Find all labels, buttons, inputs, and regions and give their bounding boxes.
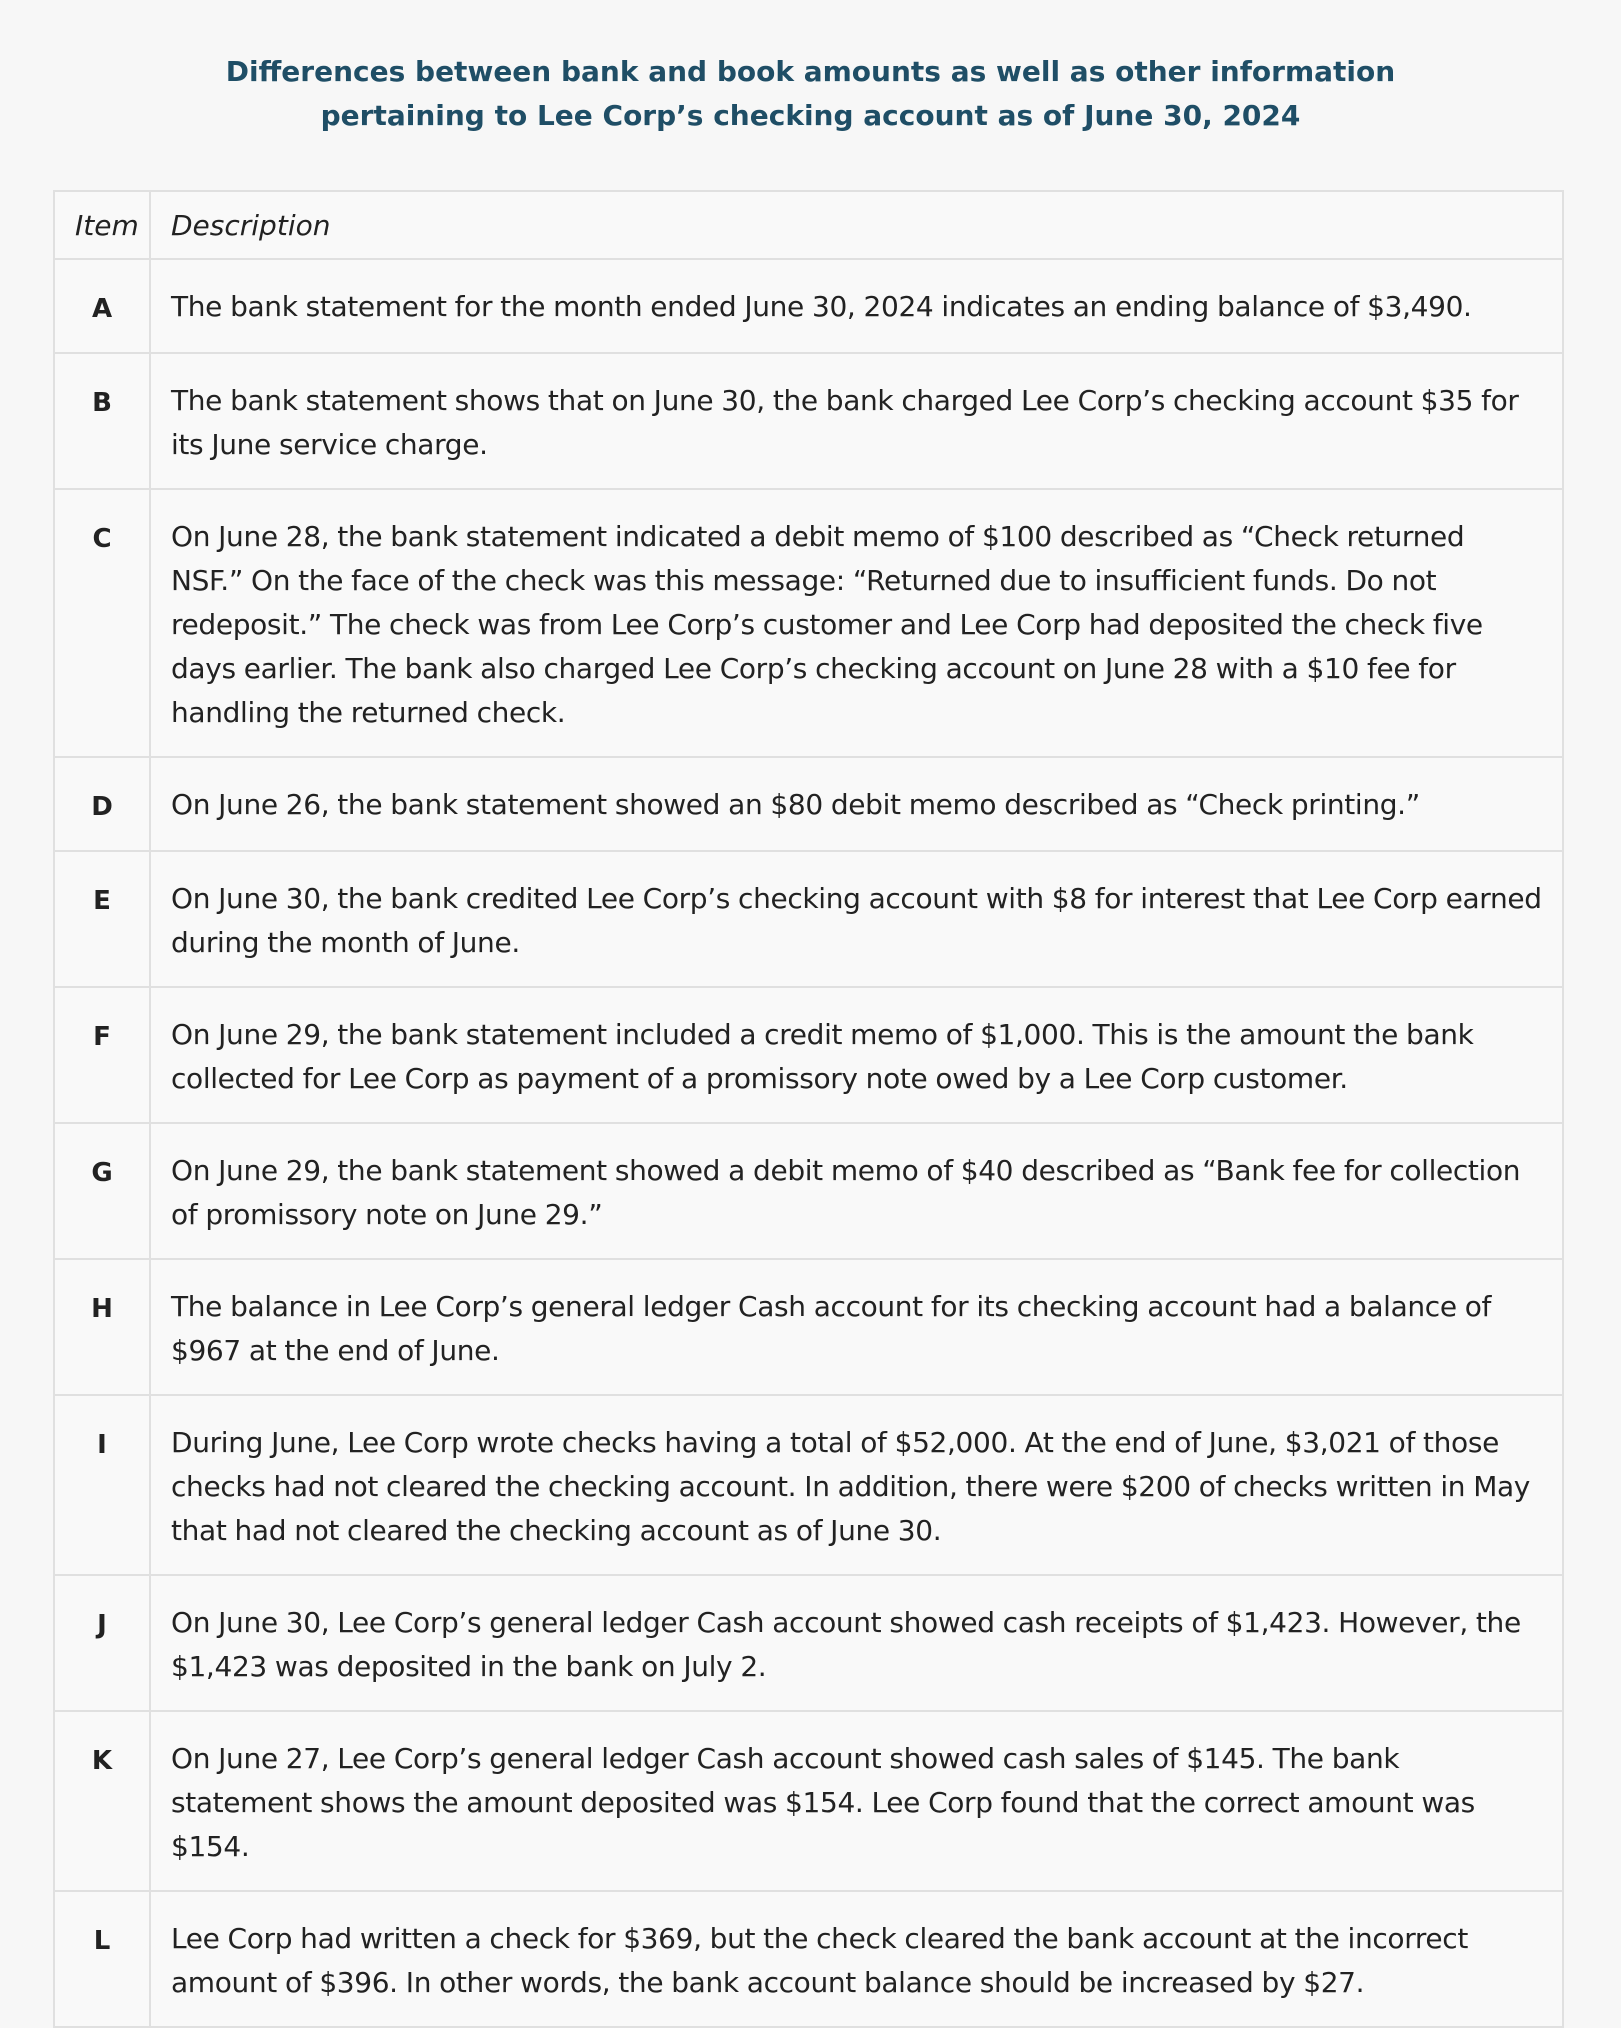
- item-letter: D: [91, 792, 113, 822]
- item-letter: E: [93, 886, 111, 916]
- table-header-row: [54, 191, 1563, 259]
- description-cell: On June 27, Lee Corp’s general ledger Cash account showed cash sales of $145. The bank statement shows the amount deposited was $154. Lee Corp found that the correct amount was $154.: [150, 1711, 1563, 1891]
- item-letter: K: [91, 1746, 113, 1776]
- table-row: [54, 987, 1563, 1123]
- table-row: [54, 489, 1563, 757]
- description-cell: On June 28, the bank statement indicated a debit memo of $100 described as “Check returned NSF.” On the face of the check was this message: “Returned due to insufficient funds. Do not redeposit.” The check was from Lee Corp’s customer and Lee Corp had deposited the check five days earlier. The bank also charged Lee Corp’s checking account on June 28 with a $10 fee for handling the returned check.: [150, 489, 1563, 757]
- item-cell: [54, 1575, 150, 1711]
- item-cell: [54, 851, 150, 987]
- table-row: [54, 851, 1563, 987]
- table-row: [54, 353, 1563, 489]
- description-cell: The bank statement shows that on June 30, the bank charged Lee Corp’s checking account $35 for its June service charge.: [150, 353, 1563, 489]
- description-cell: On June 30, the bank credited Lee Corp’s checking account with $8 for interest that Lee Corp earned during the month of June.: [150, 851, 1563, 987]
- item-letter: I: [97, 1430, 107, 1460]
- description-cell: The balance in Lee Corp’s general ledger Cash account for its checking account had a balance of $967 at the end of June.: [150, 1259, 1563, 1395]
- items-table: [53, 190, 1564, 2028]
- title-line-1: Differences between bank and book amounts as well as other information: [225, 55, 1396, 88]
- item-letter: L: [93, 1926, 111, 1956]
- item-cell: [54, 489, 150, 757]
- item-cell: [54, 259, 150, 353]
- item-letter: G: [91, 1158, 113, 1188]
- item-cell: [54, 1123, 150, 1259]
- table-row: [54, 259, 1563, 353]
- table-body: [54, 259, 1563, 2027]
- table-row: [54, 1259, 1563, 1395]
- table-row: [54, 1395, 1563, 1575]
- description-cell: During June, Lee Corp wrote checks having a total of $52,000. At the end of June, $3,021 of those checks had not cleared the checking account. In addition, there were $200 of checks written in May that had not cleared the checking account as of June 30.: [150, 1395, 1563, 1575]
- item-letter: H: [91, 1294, 113, 1324]
- item-cell: [54, 757, 150, 851]
- item-letter: J: [97, 1610, 107, 1640]
- item-cell: [54, 1259, 150, 1395]
- description-cell: On June 29, the bank statement included a credit memo of $1,000. This is the amount the bank collected for Lee Corp as payment of a promissory note owed by a Lee Corp customer.: [150, 987, 1563, 1123]
- item-cell: [54, 1711, 150, 1891]
- table-row: [54, 1711, 1563, 1891]
- item-cell: [54, 1891, 150, 2027]
- item-letter: B: [92, 388, 112, 418]
- column-header-description: Description: [150, 191, 1563, 259]
- item-letter: F: [93, 1022, 111, 1052]
- table-row: [54, 757, 1563, 851]
- description-cell: Lee Corp had written a check for $369, but the check cleared the bank account at the incorrect amount of $396. In other words, the bank account balance should be increased by $27.: [150, 1891, 1563, 2027]
- item-cell: [54, 353, 150, 489]
- description-cell: The bank statement for the month ended June 30, 2024 indicates an ending balance of $3,490.: [150, 259, 1563, 353]
- column-header-item: Item: [54, 191, 150, 259]
- item-cell: [54, 1395, 150, 1575]
- item-letter: C: [92, 524, 112, 554]
- description-cell: On June 29, the bank statement showed a debit memo of $40 described as “Bank fee for collection of promissory note on June 29.”: [150, 1123, 1563, 1259]
- description-cell: On June 26, the bank statement showed an $80 debit memo described as “Check printing.”: [150, 757, 1563, 851]
- item-cell: [54, 987, 150, 1123]
- table-row: [54, 1891, 1563, 2027]
- item-letter: A: [91, 294, 113, 324]
- table-row: [54, 1575, 1563, 1711]
- description-cell: On June 30, Lee Corp’s general ledger Cash account showed cash receipts of $1,423. However, the $1,423 was deposited in the bank on July 2.: [150, 1575, 1563, 1711]
- page-title: [0, 50, 1621, 138]
- table-row: [54, 1123, 1563, 1259]
- table-header: [54, 191, 1563, 259]
- title-line-2: pertaining to Lee Corp’s checking account as of June 30, 2024: [320, 99, 1301, 132]
